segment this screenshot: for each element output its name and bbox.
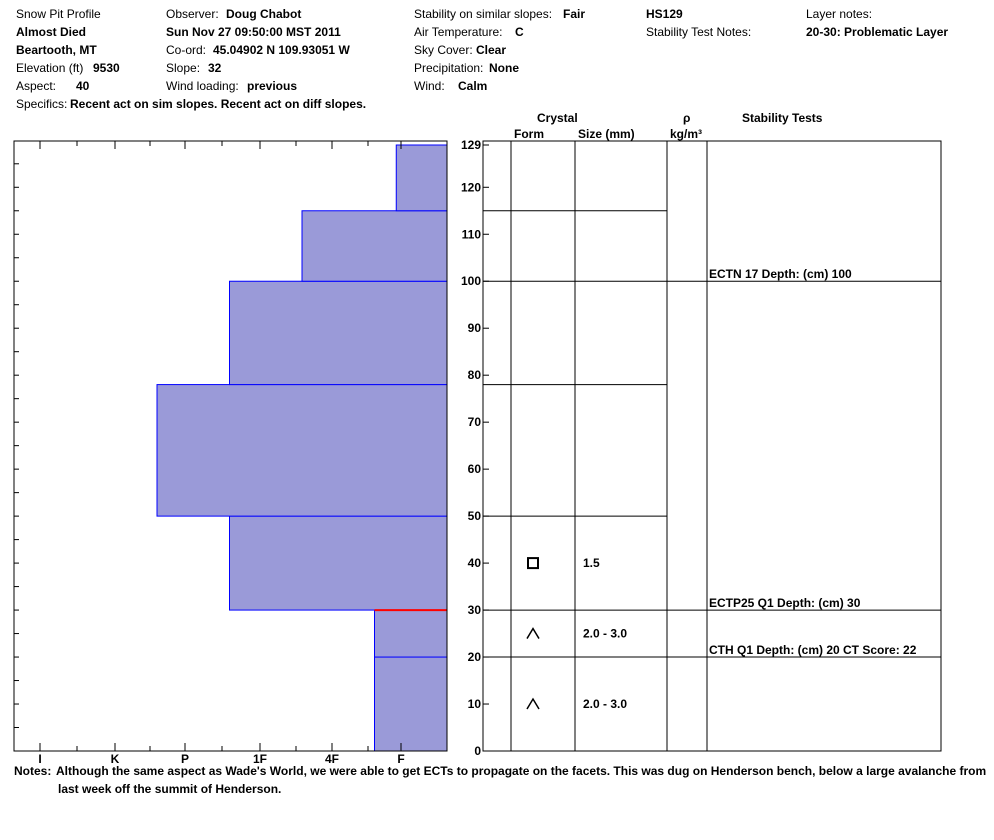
hardness-layer-bar [230,516,448,610]
hardness-layer-bar [396,145,447,211]
stability-label: Stability on similar slopes: [414,7,553,21]
sky-cover-value: Clear [476,43,507,57]
y-axis-tick-label: 100 [460,274,481,289]
y-axis-tick-label: 20 [467,650,481,665]
layer-table-frame [483,141,941,751]
crystal-header: Crystal [537,111,578,125]
location: Beartooth, MT [16,43,97,57]
observer-label: Observer: [166,7,219,21]
y-axis-tick-label: 50 [467,509,481,524]
y-axis-tick-label: 60 [467,462,481,477]
surface-hoar-square-icon [528,558,538,568]
crystal-size-label: 2.0 - 3.0 [583,697,628,712]
elevation-value: 9530 [93,61,120,75]
slope-label: Slope: [166,61,201,75]
specifics-value: Recent act on sim slopes. Recent act on diff slopes. [70,97,367,111]
layer-notes-label: Layer notes: [806,7,873,21]
depth-hoar-caret-icon [527,699,539,709]
hardness-layer-bar [302,211,447,281]
wind-loading-label: Wind loading: [166,79,239,93]
coord-value: 45.04902 N 109.93051 W [213,43,350,57]
air-temp-value: C [515,25,524,39]
x-axis-tick-label: I [38,752,42,766]
y-axis-tick-label: 40 [467,556,481,571]
wind-value: Calm [458,79,488,93]
x-axis-tick-label: F [397,752,405,766]
hardness-layer-bar [375,657,448,751]
y-axis-tick-label: 110 [461,227,481,242]
air-temp-label: Air Temperature: [414,25,503,39]
y-axis-tick-label: 70 [467,415,481,430]
slope-value: 32 [208,61,222,75]
y-axis-tick-label: 30 [467,603,481,618]
specifics-label: Specifics: [16,97,68,111]
stability-test-label: ECTN 17 Depth: (cm) 100 [709,267,852,282]
y-axis-tick-label: 129 [460,138,481,152]
profile-title: Snow Pit Profile [16,7,101,21]
y-axis-tick-label: 120 [460,180,481,195]
aspect-value: 40 [76,79,90,93]
snow-depth: HS129 [646,7,683,21]
pit-name: Almost Died [16,25,87,39]
stability-test-label: ECTP25 Q1 Depth: (cm) 30 [709,596,861,611]
elevation-label: Elevation (ft) [16,61,84,75]
notes-line-2: last week off the summit of Henderson. [58,782,282,796]
y-axis-tick-label: 80 [467,368,481,383]
coord-label: Co-ord: [166,43,207,57]
notes-line-1: Although the same aspect as Wade's World, we were able to get ECTs to propagate on the facets. This was dug on Henderson bench, below a large avalanche from [56,764,987,778]
x-axis-tick-label: K [110,752,120,766]
crystal-size-label: 1.5 [583,556,600,571]
aspect-label: Aspect: [16,79,57,93]
sky-cover-label: Sky Cover: [414,43,473,57]
observer-value: Doug Chabot [226,7,302,21]
observation-datetime: Sun Nov 27 09:50:00 MST 2011 [166,25,341,39]
y-axis-tick-label: 90 [467,321,481,336]
crystal-size-label: 2.0 - 3.0 [583,626,628,641]
depth-hoar-caret-icon [527,629,539,639]
notes-label: Notes: [14,764,52,778]
y-axis-tick-label: 10 [467,697,481,712]
stability-test-label: CTH Q1 Depth: (cm) 20 CT Score: 22 [709,643,917,658]
size-header: Size (mm) [578,127,635,141]
layer-notes-value: 20-30: Problematic Layer [806,25,949,39]
hardness-layer-bar [375,610,448,657]
wind-loading-value: previous [247,79,298,93]
y-axis-tick-label: 0 [474,744,481,758]
x-axis-tick-label: P [180,752,190,766]
wind-label: Wind: [414,79,445,93]
stability-tests-header: Stability Tests [742,111,823,125]
precip-label: Precipitation: [414,61,484,75]
stability-value: Fair [563,7,586,21]
density-unit-header: kg/m³ [670,127,703,141]
x-axis-tick-label: 4F [324,752,340,766]
hardness-layer-bar [157,385,447,517]
form-header: Form [514,127,544,141]
precip-value: None [489,61,519,75]
hardness-layer-bar [230,281,448,384]
stability-notes-label: Stability Test Notes: [646,25,752,39]
density-symbol: ρ [683,111,691,125]
x-axis-tick-label: 1F [252,752,268,766]
